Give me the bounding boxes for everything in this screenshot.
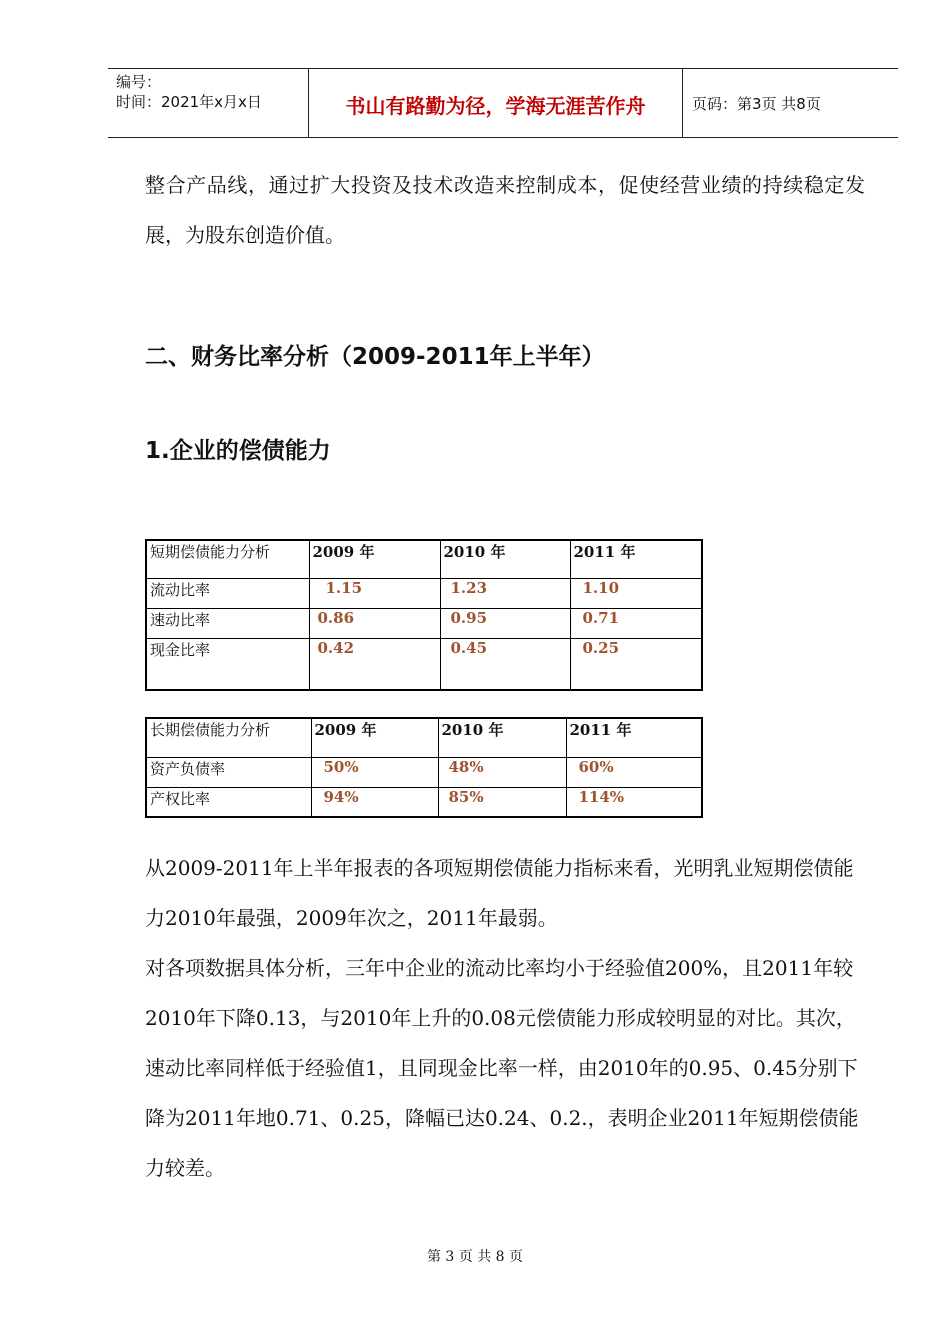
- header-time: 时间：2021年x月x日: [116, 93, 262, 111]
- table-row: [146, 787, 702, 817]
- table-header-cell: 2009 年: [311, 718, 438, 757]
- long-term-solvency-table: [145, 717, 703, 818]
- table-header-cell: 2009 年: [309, 540, 440, 578]
- table-header-row: [146, 540, 702, 578]
- table-row: [146, 638, 702, 690]
- header-page-info: 页码：第3页 共8页: [692, 95, 821, 113]
- table-header-cell: 2011 年: [570, 540, 702, 578]
- subsection-title: 1.企业的偿债能力: [145, 438, 331, 464]
- table-header-cell: 2010 年: [438, 718, 566, 757]
- table-cell: 0.42: [309, 638, 440, 690]
- table-cell: 85%: [438, 787, 566, 817]
- table-cell: 114%: [566, 787, 702, 817]
- header-meta: [116, 72, 262, 112]
- table-cell: 50%: [311, 757, 438, 787]
- row-label: 产权比率: [146, 787, 311, 817]
- row-label: 速动比率: [146, 608, 309, 638]
- table-row: [146, 578, 702, 608]
- header-divider: [682, 68, 683, 137]
- table-cell: 0.71: [570, 608, 702, 638]
- short-term-solvency-table: [145, 539, 703, 691]
- table-header-cell: 短期偿债能力分析: [146, 540, 309, 578]
- row-label: 资产负债率: [146, 757, 311, 787]
- table-header-cell: 2010 年: [440, 540, 570, 578]
- table-header-cell: 2011 年: [566, 718, 702, 757]
- table-cell: 1.23: [440, 578, 570, 608]
- table-cell: 60%: [566, 757, 702, 787]
- table-cell: 0.25: [570, 638, 702, 690]
- table-cell: 0.86: [309, 608, 440, 638]
- row-label: 流动比率: [146, 578, 309, 608]
- analysis-paragraph: 对各项数据具体分析，三年中企业的流动比率均小于经验值200%，且2011年较2010年下降0.13，与2010年上升的0.08元偿债能力形成较明显的对比。其次，速动比率同样低于经验值1，且同现金比率一样，由2010年的0.95、0.45分别下降为2011年地0.71、0.25，降幅已达0.24、0.2.，表明企业2011年短期偿债能力较差。: [145, 956, 859, 1180]
- table-cell: 0.45: [440, 638, 570, 690]
- section-title: 二、财务比率分析（2009-2011年上半年）: [145, 344, 605, 370]
- page-footer: 第 3 页 共 8 页: [426, 1249, 524, 1265]
- table-cell: 94%: [311, 787, 438, 817]
- table-cell: 48%: [438, 757, 566, 787]
- table-row: [146, 757, 702, 787]
- intro-paragraph: 整合产品线，通过扩大投资及技术改造来控制成本，促使经营业绩的持续稳定发展，为股东创造价值。: [145, 173, 865, 247]
- table-header-cell: 长期偿债能力分析: [146, 718, 311, 757]
- table-row: [146, 608, 702, 638]
- table-cell: 0.95: [440, 608, 570, 638]
- header-motto: 书山有路勤为径，学海无涯苦作舟: [345, 94, 646, 118]
- table-header-row: [146, 718, 702, 757]
- table-cell: 1.10: [570, 578, 702, 608]
- row-label: 现金比率: [146, 638, 309, 690]
- analysis-paragraph: 从2009-2011年上半年报表的各项短期偿债能力指标来看，光明乳业短期偿债能力2010年最强，2009年次之，2011年最弱。: [145, 856, 854, 930]
- header-number: 编号：: [116, 73, 162, 91]
- table-cell: 1.15: [309, 578, 440, 608]
